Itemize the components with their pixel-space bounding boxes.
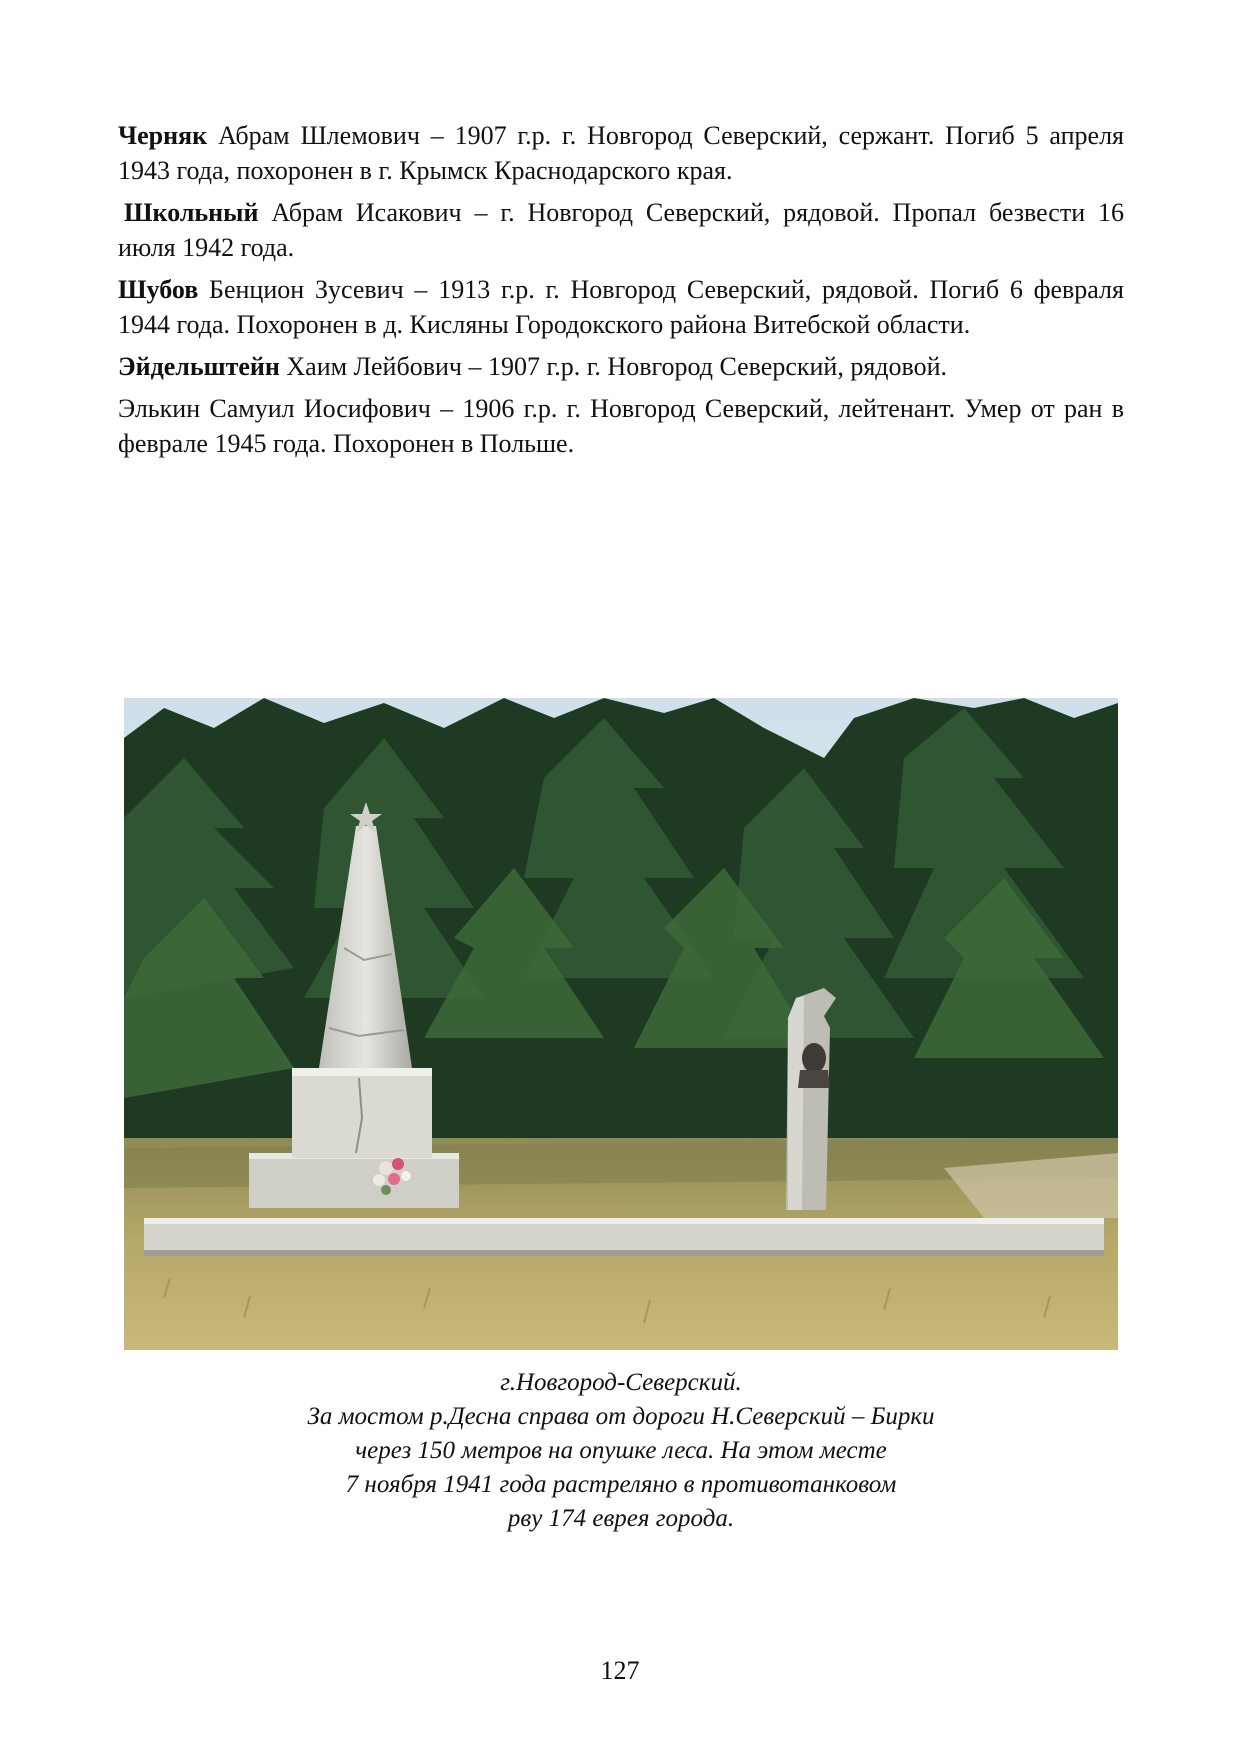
caption-line: г.Новгород-Северский. (500, 1369, 742, 1396)
page-number: 127 (600, 1656, 640, 1685)
entry-1 (118, 195, 1124, 265)
caption-line: через 150 метров на опушке леса. На этом месте (355, 1437, 887, 1464)
entry-text: Бенцион Зусевич – 1913 г.р. г. Новгород Северский, рядовой. Погиб 6 февраля 1944 года. Похоронен в д. Кисляны Городокского района Витебской области. (118, 275, 1124, 339)
photo-caption (118, 1366, 1124, 1536)
entry-surname: Шубов (118, 275, 199, 304)
entries-list (118, 118, 1124, 468)
memorial-photo (124, 698, 1118, 1350)
memorial-photo-illustration (124, 698, 1118, 1350)
entry-2 (118, 272, 1124, 342)
entry-text: Абрам Шлемович – 1907 г.р. г. Новгород Северский, сержант. Погиб 5 апреля 1943 года, похоронен в г. Крымск Краснодарского края. (118, 121, 1124, 185)
caption-line: 7 ноября 1941 года растреляно в противотанковом (345, 1471, 897, 1498)
caption-line: рву 174 еврея города. (507, 1505, 735, 1532)
caption-line: За мостом р.Десна справа от дороги Н.Северский – Бирки (307, 1403, 935, 1430)
entry-text: Хаим Лейбович – 1907 г.р. г. Новгород Северский, рядовой. (279, 352, 948, 381)
entry-4 (118, 391, 1124, 461)
entry-surname: Школьный (124, 198, 259, 227)
entry-3 (118, 349, 1124, 384)
entry-text: Элькин Самуил Иосифович – 1906 г.р. г. Новгород Северский, лейтенант. Умер от ран в феврале 1945 года. Похоронен в Польше. (118, 394, 1124, 458)
entry-text: Абрам Исакович – г. Новгород Северский, рядовой. Пропал безвести 16 июля 1942 года. (118, 198, 1124, 262)
entry-surname: Эйдельштейн (118, 352, 280, 381)
entry-surname: Черняк (118, 121, 208, 150)
entry-0 (118, 118, 1124, 188)
